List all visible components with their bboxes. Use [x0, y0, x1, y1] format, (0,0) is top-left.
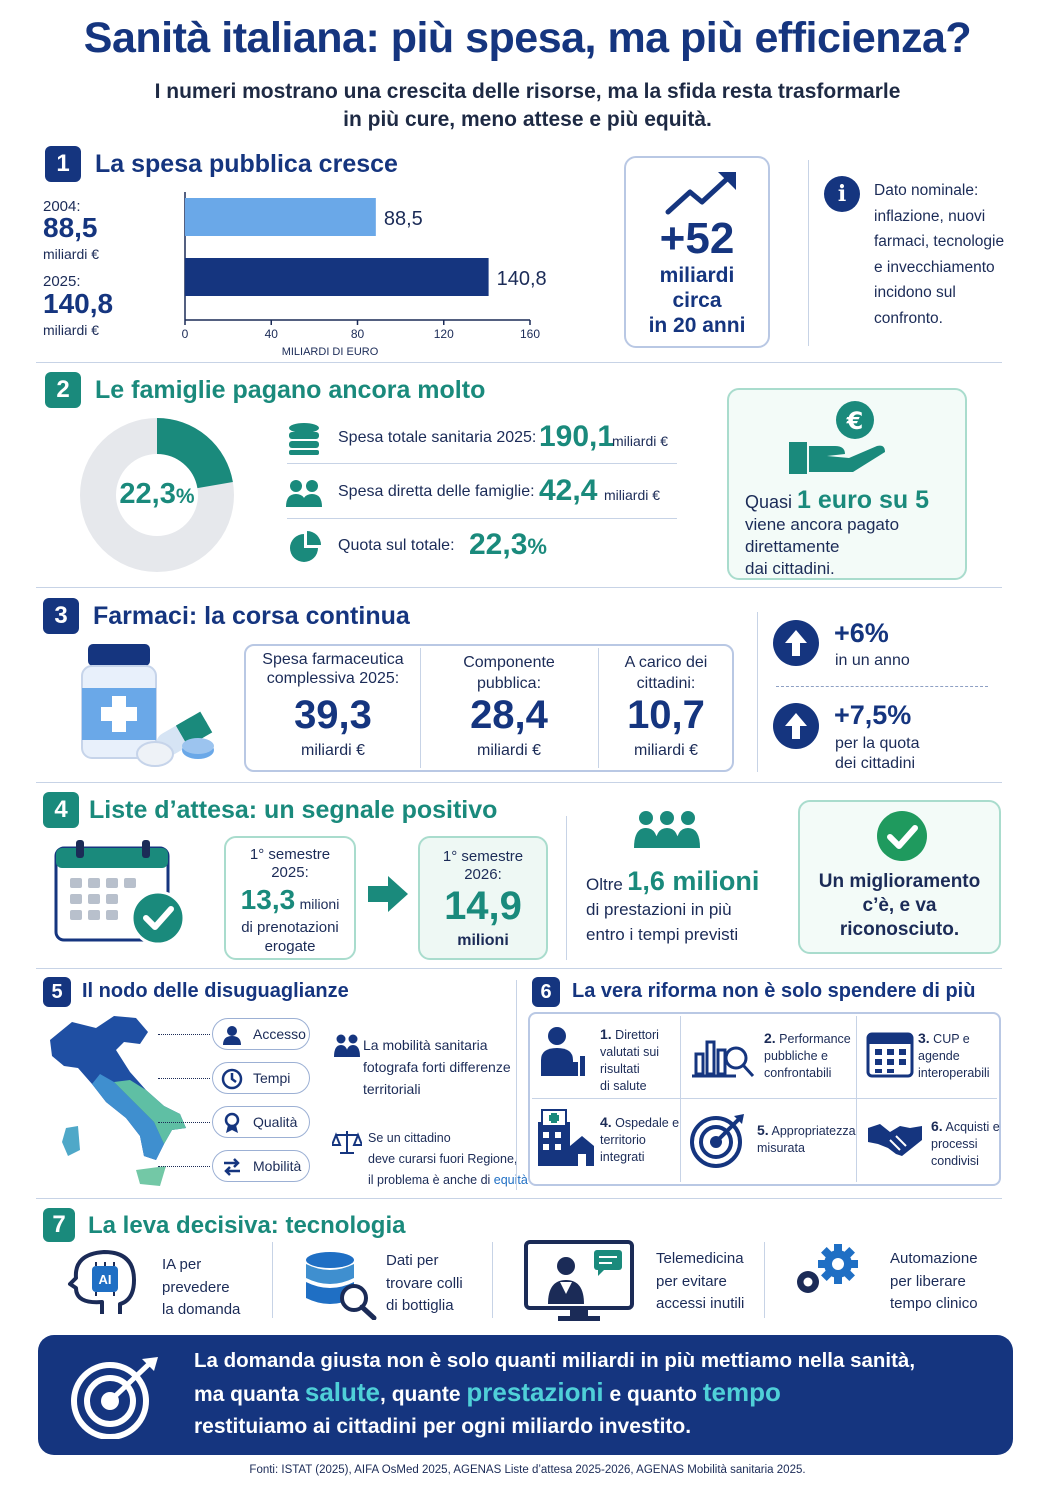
- italy-map-icon: [44, 1010, 194, 1200]
- tech-item-line: trovare colli: [386, 1274, 463, 1292]
- gear-tooth: [834, 1244, 842, 1252]
- ai-chip-label: AI: [98, 1272, 112, 1287]
- box-desc: di prenotazioni erogate: [241, 919, 339, 955]
- reform-item-line: interoperabili: [918, 1066, 990, 1080]
- section-title: La leva decisiva: tecnologia: [88, 1212, 406, 1239]
- reform-item-line: Performance: [779, 1032, 851, 1046]
- pharma-box-3-unit: miliardi €: [633, 742, 698, 759]
- pharma-box-2-unit: miliardi €: [476, 742, 541, 759]
- svg-text:€: €: [846, 407, 864, 435]
- subtitle-line-2: in più cure, meno attese e più equità.: [343, 108, 712, 131]
- pharma-growth-text: in un anno: [835, 652, 910, 669]
- gear-tooth: [850, 1260, 858, 1268]
- pharma-box-3-value: 10,7: [627, 693, 705, 737]
- manager-chart-icon: [537, 1024, 591, 1078]
- pharma-growth-value: +6%: [834, 618, 889, 648]
- arrow-right-icon: [366, 874, 410, 914]
- section-number: 5: [43, 977, 71, 1007]
- card-pre: Quasi 1 euro su 5: [745, 486, 930, 514]
- total-spend-value: 190,1: [539, 420, 615, 453]
- section-title: La spesa pubblica cresce: [95, 150, 398, 178]
- info-line: farmaci, tecnologie: [874, 233, 1005, 250]
- year-label-2025: 2025:: [43, 273, 81, 290]
- one-in-five-card: [727, 388, 967, 580]
- tech-item: [656, 1248, 744, 1316]
- pharma-box-2-label: Componente pubblica:: [463, 654, 555, 692]
- reform-item-line: valutati sui: [600, 1045, 660, 1059]
- reform-item: [600, 1026, 659, 1095]
- reform-item-line: integrati: [600, 1150, 645, 1164]
- info-line: e invecchiamento: [874, 258, 995, 276]
- growth-stat-card: [624, 156, 770, 348]
- people-icon: [334, 1034, 360, 1058]
- section-number: 2: [45, 372, 81, 408]
- section-number: 4: [43, 792, 79, 828]
- reform-item-line: processi: [931, 1137, 978, 1151]
- pie-chart-icon: [287, 530, 321, 564]
- tech-item-line: Telemedicina: [656, 1250, 744, 1267]
- database-search-icon: [302, 1250, 378, 1320]
- pharma-box-1-unit: miliardi €: [300, 742, 365, 759]
- unit-2025: miliardi €: [43, 322, 100, 338]
- reform-item-number: 6.: [931, 1118, 943, 1134]
- section-title: Le famiglie pagano ancora molto: [95, 376, 486, 404]
- spending-bar-chart: [170, 190, 600, 360]
- reform-item-number: 1.: [600, 1026, 612, 1042]
- tech-item-line: la domanda: [162, 1301, 241, 1318]
- hospital-icon: [536, 1108, 594, 1168]
- reform-item: [931, 1118, 1000, 1170]
- ai-head-icon: [66, 1248, 146, 1320]
- reform-item-line: Ospedale e: [615, 1116, 680, 1130]
- tech-item: [386, 1250, 463, 1318]
- subtitle-line-1: I numeri mostrano una crescita delle risorse, ma la sfida resta trasformarle: [154, 80, 901, 103]
- tech-item-line: accessi inutili: [656, 1295, 745, 1312]
- extra-services: Oltre 1,6 milioni: [586, 866, 760, 896]
- share-value: 22,3%: [469, 528, 547, 561]
- banner-line-1: La domanda giusta non è solo quanti miliardi in più mettiamo nella sanità,: [194, 1349, 916, 1372]
- citizen-growth-value: +7,5%: [834, 700, 912, 730]
- pharma-box-3-label: A carico dei cittadini:: [624, 654, 708, 692]
- conclusion-banner: [38, 1335, 1013, 1455]
- calendar-icon: [866, 1028, 914, 1078]
- year-label-2004: 2004:: [43, 198, 81, 215]
- tech-item-line: prevedere: [162, 1278, 230, 1296]
- card-line-3: dai cittadini.: [745, 559, 835, 578]
- telemedicine-icon: [522, 1238, 638, 1322]
- check-circle-icon: [876, 810, 928, 862]
- section-title: Farmaci: la corsa continua: [93, 602, 410, 630]
- gear-tooth: [834, 1276, 842, 1284]
- tech-item-line: Dati per: [386, 1252, 439, 1269]
- card-line-1: viene ancora pagato: [745, 515, 900, 534]
- reform-item-line: di salute: [600, 1079, 647, 1093]
- growth-line-1: miliardi: [659, 264, 735, 287]
- swap-arrows-icon: [221, 1156, 243, 1178]
- card-line-2: direttamente: [745, 537, 840, 556]
- family-spend-label: Spesa diretta delle famiglie:: [338, 483, 535, 500]
- reform-item-number: 3.: [918, 1030, 930, 1046]
- info-note: [874, 178, 1004, 331]
- reform-item-number: 2.: [764, 1030, 776, 1046]
- tech-item-line: per evitare: [656, 1272, 727, 1290]
- mobility-text: La mobilità sanitaria fotografa forti differenze territoriali: [363, 1037, 511, 1097]
- medicine-bottle-icon: [70, 640, 230, 772]
- award-icon: [221, 1112, 243, 1134]
- box-period: 1° semestre 2025:: [249, 846, 331, 881]
- family-icon: [285, 479, 323, 509]
- growth-line-3: in 20 anni: [648, 314, 746, 337]
- family-spend-value: 42,4: [539, 474, 598, 507]
- coins-icon: [287, 421, 321, 455]
- bar-2025: [185, 258, 489, 296]
- trend-up-icon: [662, 168, 742, 216]
- value-2025: 140,8: [43, 288, 114, 319]
- reform-item-line: Appropriatezza: [771, 1124, 856, 1138]
- waitlist-2026-box: [418, 836, 548, 960]
- improvement-text: Un miglioramento c’è, e va riconosciuto.: [818, 871, 981, 940]
- improvement-card: [798, 800, 1001, 954]
- reform-item-line: Direttori: [615, 1028, 659, 1042]
- section-number: 1: [45, 146, 81, 182]
- tick-label: 0: [181, 327, 189, 341]
- tech-item: [162, 1254, 240, 1322]
- hand-euro-icon: [787, 398, 891, 478]
- reform-item-line: pubbliche e: [764, 1049, 828, 1063]
- total-spend-unit: miliardi €: [612, 433, 669, 449]
- waitlist-2025-box: [224, 836, 356, 960]
- tick-label: 160: [519, 327, 541, 341]
- bar-value-label: 140,8: [496, 268, 547, 290]
- tick-label: 40: [264, 327, 278, 341]
- reform-item-line: misurata: [757, 1141, 805, 1155]
- tech-item-line: Automazione: [890, 1250, 978, 1267]
- clock-icon: [221, 1068, 243, 1090]
- donut-label: 22,3%: [119, 478, 195, 510]
- reform-item-number: 5.: [757, 1122, 769, 1138]
- growth-value: +52: [659, 214, 735, 263]
- section-title: La vera riforma non è solo spendere di più: [572, 980, 976, 1002]
- extra-services-line-1: di prestazioni in più: [586, 900, 732, 919]
- section-number: 7: [43, 1208, 75, 1242]
- reform-item-number: 4.: [600, 1114, 612, 1130]
- info-line: confronto.: [874, 309, 943, 327]
- user-icon: [221, 1024, 243, 1046]
- unit-2004: miliardi €: [43, 246, 100, 262]
- share-label: Quota sul totale:: [338, 537, 455, 554]
- reform-item-line: Acquisti e: [945, 1120, 1000, 1134]
- reform-item: [600, 1114, 679, 1166]
- tech-item-line: per liberare: [890, 1272, 966, 1290]
- tech-item: [890, 1248, 978, 1316]
- box-value: 13,3 milioni: [240, 884, 340, 915]
- x-axis-label: MILIARDI DI EURO: [281, 346, 379, 358]
- box-value: 14,9: [444, 884, 522, 928]
- reform-item-line: risultati: [600, 1062, 640, 1076]
- tick-label: 80: [350, 327, 365, 341]
- reform-item-line: territorio: [600, 1133, 646, 1147]
- pharma-box-1-value: 39,3: [294, 693, 372, 737]
- tick-label: 120: [433, 327, 454, 341]
- reform-item: [757, 1122, 856, 1157]
- growth-line-2: circa: [672, 289, 722, 312]
- handshake-icon: [866, 1118, 924, 1160]
- section-number: 3: [43, 598, 79, 634]
- tech-item-line: di bottiglia: [386, 1297, 454, 1314]
- value-2004: 88,5: [43, 212, 98, 243]
- page-title: Sanità italiana: più spesa, ma più efficienza?: [83, 14, 972, 62]
- pharma-box-2-value: 28,4: [470, 693, 548, 737]
- scales-icon: [332, 1128, 362, 1156]
- info-line: incidono sul: [874, 284, 956, 301]
- pill-label: Qualità: [253, 1114, 298, 1130]
- family-spend-unit: miliardi €: [604, 487, 661, 503]
- reform-item-line: condivisi: [931, 1154, 979, 1168]
- total-spend-label: Spesa totale sanitaria 2025:: [338, 429, 537, 446]
- reform-item: [764, 1030, 851, 1082]
- box-unit: milioni: [457, 932, 509, 949]
- reform-item-line: confrontabili: [764, 1066, 832, 1080]
- arrow-up-icon: [773, 703, 819, 749]
- pill-label: Tempi: [253, 1070, 291, 1086]
- equity-text: Se un cittadino deve curarsi fuori Regione, il problema è anche di equità: [368, 1131, 528, 1187]
- bar-value-label: 88,5: [383, 208, 423, 230]
- section-title: Liste d’attesa: un segnale positivo: [89, 796, 498, 824]
- gear-tooth: [818, 1260, 826, 1268]
- reform-item-line: agende: [918, 1049, 960, 1063]
- pill-label: Accesso: [253, 1026, 306, 1042]
- people-group-icon: [632, 808, 702, 854]
- banner-line-2: ma quanta salute, quante prestazioni e quanto tempo: [194, 1377, 781, 1407]
- calendar-check-icon: [52, 838, 192, 948]
- tech-item-line: IA per: [162, 1256, 202, 1273]
- info-line: Dato nominale:: [874, 182, 979, 199]
- section-title: Il nodo delle disuguaglianze: [82, 980, 349, 1002]
- box-period: 1° semestre 2026:: [442, 848, 524, 883]
- sources-footer: Fonti: ISTAT (2025), AIFA OsMed 2025, AGENAS Liste d’attesa 2025-2026, AGENAS Mobilità sanitaria 2025.: [249, 1464, 806, 1476]
- reform-item: [918, 1030, 990, 1082]
- arrow-up-icon: [773, 620, 819, 666]
- bullseye-icon: [66, 1357, 166, 1439]
- pharma-box-1-label: Spesa farmaceutica complessiva 2025:: [262, 651, 404, 687]
- pill-label: Mobilità: [253, 1158, 302, 1174]
- tech-item-line: tempo clinico: [890, 1295, 978, 1312]
- gears-icon: [786, 1242, 864, 1300]
- extra-services-line-2: entro i tempi previsti: [586, 925, 739, 944]
- info-line: inflazione, nuovi: [874, 207, 986, 225]
- info-icon: i: [824, 176, 860, 212]
- inequality-pill: [212, 1018, 310, 1050]
- inequality-pill: [212, 1106, 310, 1138]
- citizen-growth-text: per la quota dei cittadini: [835, 735, 920, 772]
- banner-line-3: restituiamo ai cittadini per ogni miliardo investito.: [194, 1415, 692, 1438]
- chart-magnifier-icon: [690, 1028, 756, 1080]
- target-icon: [690, 1112, 746, 1168]
- inequality-pill: [212, 1150, 310, 1182]
- bar-2004: [185, 198, 376, 236]
- section-number: 6: [532, 977, 560, 1007]
- reform-item-line: CUP e: [933, 1032, 970, 1046]
- inequality-pill: [212, 1062, 310, 1094]
